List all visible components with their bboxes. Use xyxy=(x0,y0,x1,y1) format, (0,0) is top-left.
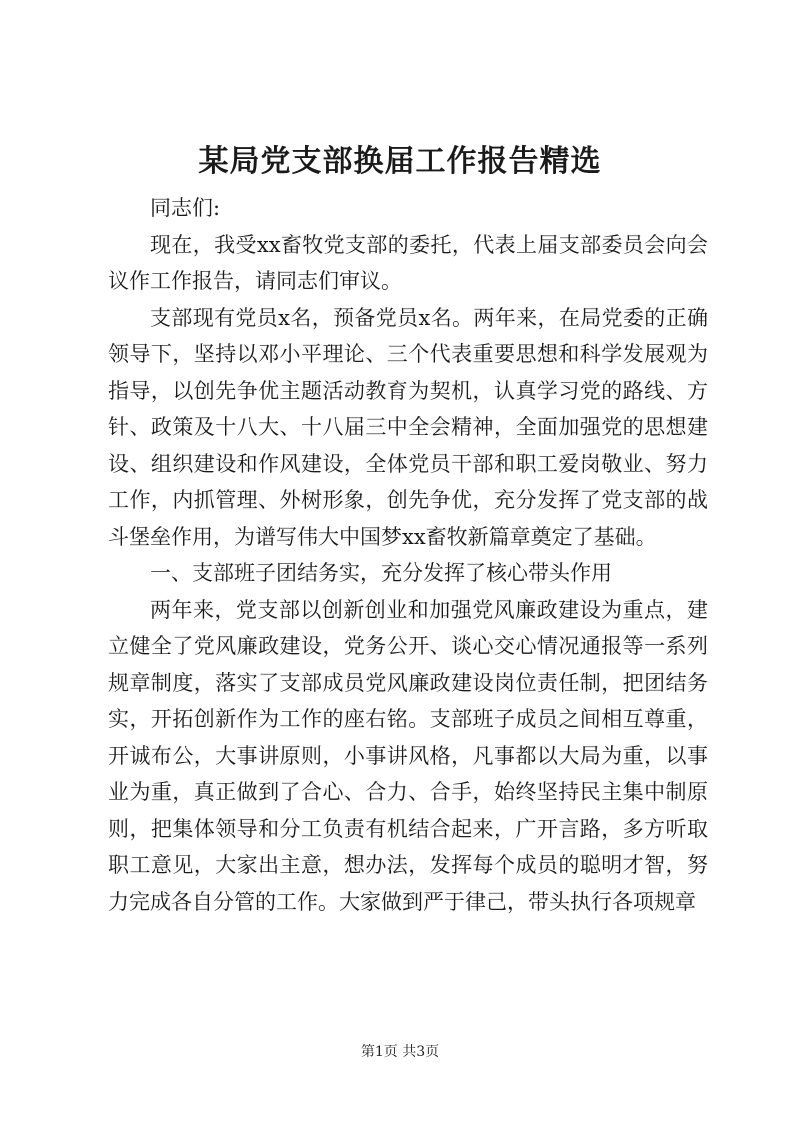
paragraph-overview: 支部现有党员x名，预备党员x名。两年来，在局党委的正确领导下，坚持以邓小平理论、三个代表重要思想和科学发展观为指导，以创先争优主题活动教育为契机，认真学习党的路线、方针、政策及十八大、十八届三中全会精神，全面加强党的思想建设、组织建设和作风建设，全体党员干部和职工爱岗敬业、努力工作，内抓管理、外树形象，创先争优，充分发挥了党支部的战斗堡垒作用，为谱写伟大中国梦xx畜牧新篇章奠定了基础。 xyxy=(108,305,708,549)
section-heading-1: 一、支部班子团结务实，充分发挥了核心带头作用 xyxy=(150,561,612,585)
paragraph-section-1: 两年来，党支部以创新创业和加强党风廉政建设为重点，建立健全了党风廉政建设，党务公开、谈心交心情况通报等一系列规章制度，落实了支部成员党风廉政建设岗位责任制，把团结务实，开拓创新作为工作的座右铭。支部班子成员之间相互尊重，开诚布公，大事讲原则，小事讲风格，凡事都以大局为重，以事业为重，真正做到了合心、合力、合手，始终坚持民主集中制原则，把集体领导和分工负责有机结合起来，广开言路，多方听取职工意见，大家出主意，想办法，发挥每个成员的聪明才智，努力完成各自分管的工作。大家做到严于律己，带头执行各项规章 xyxy=(108,597,708,914)
document-title: 某局党支部换届工作报告精选 xyxy=(198,144,602,179)
paragraph-intro: 现在，我受xx畜牧党支部的委托，代表上届支部委员会向会议作工作报告，请同志们审议。 xyxy=(108,232,708,293)
salutation: 同志们: xyxy=(150,196,221,220)
document-body xyxy=(108,190,708,920)
page-footer: 第1页 共3页 xyxy=(360,1044,440,1060)
